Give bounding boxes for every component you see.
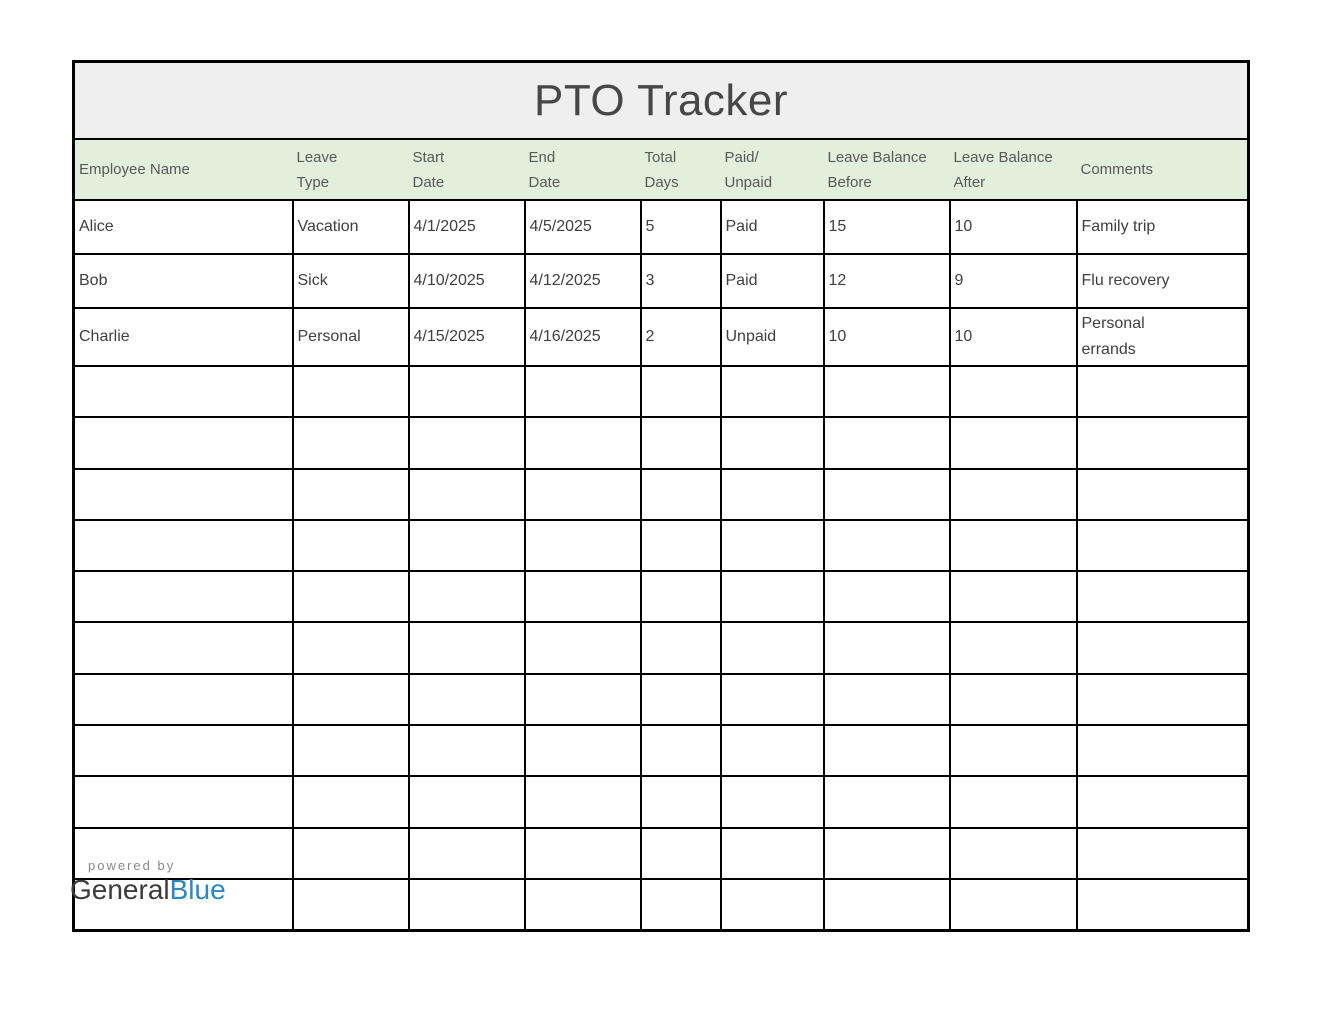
empty-cell bbox=[950, 622, 1077, 673]
empty-cell bbox=[74, 622, 293, 673]
cell-balance-after: 10 bbox=[950, 308, 1077, 366]
cell-end-date: 4/16/2025 bbox=[525, 308, 641, 366]
empty-cell bbox=[641, 828, 721, 879]
empty-cell bbox=[1077, 520, 1249, 571]
empty-row bbox=[74, 571, 1249, 622]
table-row bbox=[74, 200, 1249, 254]
empty-cell bbox=[824, 417, 950, 468]
powered-by-label: powered by bbox=[88, 858, 176, 873]
empty-cell bbox=[74, 776, 293, 827]
empty-cell bbox=[1077, 674, 1249, 725]
table-row bbox=[74, 308, 1249, 366]
table-body bbox=[74, 62, 1249, 931]
cell-paid-unpaid: Unpaid bbox=[721, 308, 824, 366]
empty-cell bbox=[824, 571, 950, 622]
empty-cell bbox=[293, 674, 409, 725]
empty-cell bbox=[824, 725, 950, 776]
cell-balance-before: 15 bbox=[824, 200, 950, 254]
empty-cell bbox=[824, 622, 950, 673]
empty-cell bbox=[293, 622, 409, 673]
empty-cell bbox=[409, 828, 525, 879]
empty-cell bbox=[721, 520, 824, 571]
empty-cell bbox=[525, 776, 641, 827]
cell-employee-name: Alice bbox=[74, 200, 293, 254]
empty-cell bbox=[641, 725, 721, 776]
empty-row bbox=[74, 417, 1249, 468]
empty-cell bbox=[721, 776, 824, 827]
empty-cell bbox=[721, 674, 824, 725]
cell-start-date: 4/10/2025 bbox=[409, 254, 525, 308]
empty-cell bbox=[824, 828, 950, 879]
empty-cell bbox=[409, 776, 525, 827]
empty-cell bbox=[293, 879, 409, 931]
cell-balance-after: 9 bbox=[950, 254, 1077, 308]
empty-cell bbox=[721, 469, 824, 520]
empty-cell bbox=[641, 366, 721, 417]
empty-cell bbox=[641, 520, 721, 571]
cell-employee-name: Charlie bbox=[74, 308, 293, 366]
col-header-leave-balance-before: Leave Balance Before bbox=[824, 139, 950, 200]
col-header-employee-name: Employee Name bbox=[74, 139, 293, 200]
empty-cell bbox=[525, 674, 641, 725]
brand-general: General bbox=[70, 874, 170, 905]
header-row bbox=[74, 139, 1249, 200]
empty-cell bbox=[1077, 571, 1249, 622]
col-header-end-date: End Date bbox=[525, 139, 641, 200]
empty-row bbox=[74, 828, 1249, 879]
empty-cell bbox=[293, 571, 409, 622]
empty-cell bbox=[641, 674, 721, 725]
empty-cell bbox=[1077, 828, 1249, 879]
cell-end-date: 4/5/2025 bbox=[525, 200, 641, 254]
empty-cell bbox=[74, 571, 293, 622]
empty-cell bbox=[721, 725, 824, 776]
empty-cell bbox=[409, 571, 525, 622]
cell-leave-type: Personal bbox=[293, 308, 409, 366]
empty-cell bbox=[525, 417, 641, 468]
empty-cell bbox=[824, 366, 950, 417]
cell-leave-type: Sick bbox=[293, 254, 409, 308]
cell-balance-before: 10 bbox=[824, 308, 950, 366]
empty-cell bbox=[950, 725, 1077, 776]
empty-cell bbox=[293, 417, 409, 468]
empty-cell bbox=[74, 366, 293, 417]
empty-row bbox=[74, 622, 1249, 673]
empty-row bbox=[74, 520, 1249, 571]
empty-cell bbox=[721, 417, 824, 468]
empty-cell bbox=[1077, 622, 1249, 673]
col-header-paid-unpaid: Paid/ Unpaid bbox=[721, 139, 824, 200]
empty-cell bbox=[74, 469, 293, 520]
empty-cell bbox=[641, 776, 721, 827]
empty-cell bbox=[293, 725, 409, 776]
empty-cell bbox=[74, 520, 293, 571]
empty-cell bbox=[1077, 417, 1249, 468]
empty-cell bbox=[824, 776, 950, 827]
pto-tracker-table bbox=[72, 60, 1250, 932]
cell-comments: Flu recovery bbox=[1077, 254, 1249, 308]
empty-cell bbox=[641, 622, 721, 673]
cell-paid-unpaid: Paid bbox=[721, 254, 824, 308]
empty-cell bbox=[950, 469, 1077, 520]
cell-comments bbox=[1077, 308, 1249, 366]
empty-cell bbox=[721, 879, 824, 931]
empty-cell bbox=[525, 879, 641, 931]
empty-cell bbox=[409, 725, 525, 776]
empty-cell bbox=[525, 828, 641, 879]
col-header-leave-balance-after: Leave Balance After bbox=[950, 139, 1077, 200]
empty-cell bbox=[1077, 469, 1249, 520]
empty-cell bbox=[824, 469, 950, 520]
col-header-start-date: Start Date bbox=[409, 139, 525, 200]
empty-cell bbox=[721, 828, 824, 879]
empty-cell bbox=[409, 622, 525, 673]
page-title: PTO Tracker bbox=[74, 62, 1249, 140]
cell-end-date: 4/12/2025 bbox=[525, 254, 641, 308]
empty-cell bbox=[525, 520, 641, 571]
empty-cell bbox=[409, 469, 525, 520]
empty-row bbox=[74, 469, 1249, 520]
empty-cell bbox=[641, 571, 721, 622]
empty-cell bbox=[1077, 879, 1249, 931]
empty-cell bbox=[950, 879, 1077, 931]
cell-balance-before: 12 bbox=[824, 254, 950, 308]
cell-total-days: 2 bbox=[641, 308, 721, 366]
empty-cell bbox=[721, 571, 824, 622]
empty-cell bbox=[525, 366, 641, 417]
empty-cell bbox=[525, 469, 641, 520]
empty-row bbox=[74, 879, 1249, 931]
empty-cell bbox=[409, 366, 525, 417]
empty-cell bbox=[721, 622, 824, 673]
cell-total-days: 3 bbox=[641, 254, 721, 308]
comment-text: Personal errands bbox=[1081, 315, 1145, 358]
brand-wordmark bbox=[70, 874, 226, 906]
cell-balance-after: 10 bbox=[950, 200, 1077, 254]
empty-cell bbox=[1077, 776, 1249, 827]
empty-cell bbox=[525, 725, 641, 776]
empty-cell bbox=[950, 520, 1077, 571]
col-header-comments: Comments bbox=[1077, 139, 1249, 200]
empty-cell bbox=[641, 469, 721, 520]
empty-cell bbox=[409, 520, 525, 571]
empty-cell bbox=[74, 674, 293, 725]
empty-cell bbox=[824, 520, 950, 571]
empty-cell bbox=[293, 520, 409, 571]
cell-total-days: 5 bbox=[641, 200, 721, 254]
cell-comments: Family trip bbox=[1077, 200, 1249, 254]
empty-cell bbox=[409, 674, 525, 725]
empty-cell bbox=[950, 776, 1077, 827]
empty-cell bbox=[525, 571, 641, 622]
empty-cell bbox=[950, 571, 1077, 622]
generalblue-logo[interactable] bbox=[70, 858, 226, 906]
empty-cell bbox=[950, 674, 1077, 725]
empty-cell bbox=[74, 417, 293, 468]
empty-cell bbox=[293, 776, 409, 827]
empty-cell bbox=[721, 366, 824, 417]
empty-row bbox=[74, 776, 1249, 827]
cell-start-date: 4/1/2025 bbox=[409, 200, 525, 254]
col-header-total-days: Total Days bbox=[641, 139, 721, 200]
empty-cell bbox=[293, 366, 409, 417]
cell-employee-name: Bob bbox=[74, 254, 293, 308]
empty-cell bbox=[641, 879, 721, 931]
empty-cell bbox=[1077, 366, 1249, 417]
empty-cell bbox=[409, 417, 525, 468]
empty-cell bbox=[293, 469, 409, 520]
empty-cell bbox=[824, 879, 950, 931]
empty-cell bbox=[950, 417, 1077, 468]
table-row bbox=[74, 254, 1249, 308]
empty-cell bbox=[74, 725, 293, 776]
cell-leave-type: Vacation bbox=[293, 200, 409, 254]
col-header-leave-type: Leave Type bbox=[293, 139, 409, 200]
empty-cell bbox=[409, 879, 525, 931]
empty-cell bbox=[293, 828, 409, 879]
empty-row bbox=[74, 725, 1249, 776]
brand-blue: Blue bbox=[169, 874, 226, 905]
empty-cell bbox=[950, 828, 1077, 879]
empty-cell bbox=[950, 366, 1077, 417]
empty-cell bbox=[525, 622, 641, 673]
empty-cell bbox=[641, 417, 721, 468]
title-row bbox=[74, 62, 1249, 140]
empty-row bbox=[74, 366, 1249, 417]
empty-row bbox=[74, 674, 1249, 725]
empty-cell bbox=[824, 674, 950, 725]
cell-paid-unpaid: Paid bbox=[721, 200, 824, 254]
empty-cell bbox=[1077, 725, 1249, 776]
cell-start-date: 4/15/2025 bbox=[409, 308, 525, 366]
